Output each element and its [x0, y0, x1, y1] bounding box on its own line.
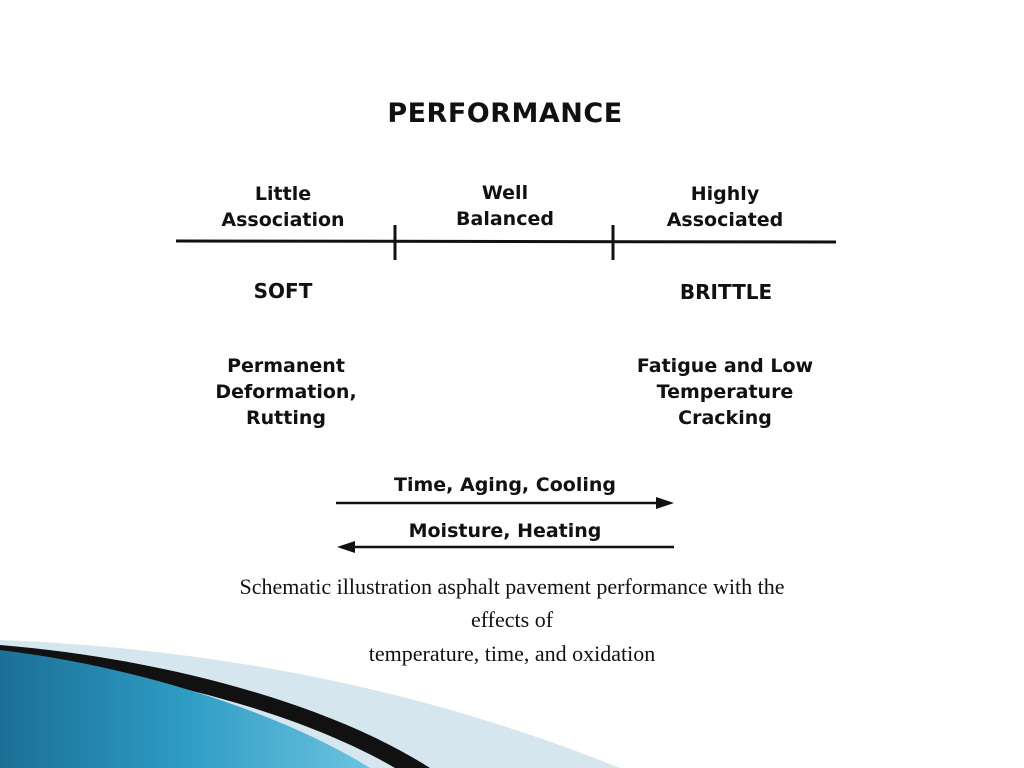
failure-left-rutting: Permanent Deformation, Rutting [215, 355, 357, 429]
state-soft: SOFT [253, 279, 313, 303]
failure-right-cracking: Fatigue and Low Temperature Cracking [636, 355, 814, 429]
label-highly-associated: Highly Associated [666, 183, 784, 231]
state-brittle: BRITTLE [679, 280, 773, 304]
performance-scale-line [176, 241, 836, 242]
label-little-association: Little Association [221, 183, 345, 231]
caption-line-2: effects of [470, 607, 554, 632]
caption-line-1: Schematic illustration asphalt pavement performance with the [239, 574, 785, 599]
caption-line-3: temperature, time, and oxidation [368, 641, 656, 666]
diagram-title: PERFORMANCE [387, 98, 623, 129]
label-well-balanced: Well Balanced [456, 182, 554, 230]
arrow-right [336, 497, 674, 509]
arrow-right-label: Time, Aging, Cooling [394, 474, 616, 496]
arrow-left-label: Moisture, Heating [408, 520, 602, 542]
